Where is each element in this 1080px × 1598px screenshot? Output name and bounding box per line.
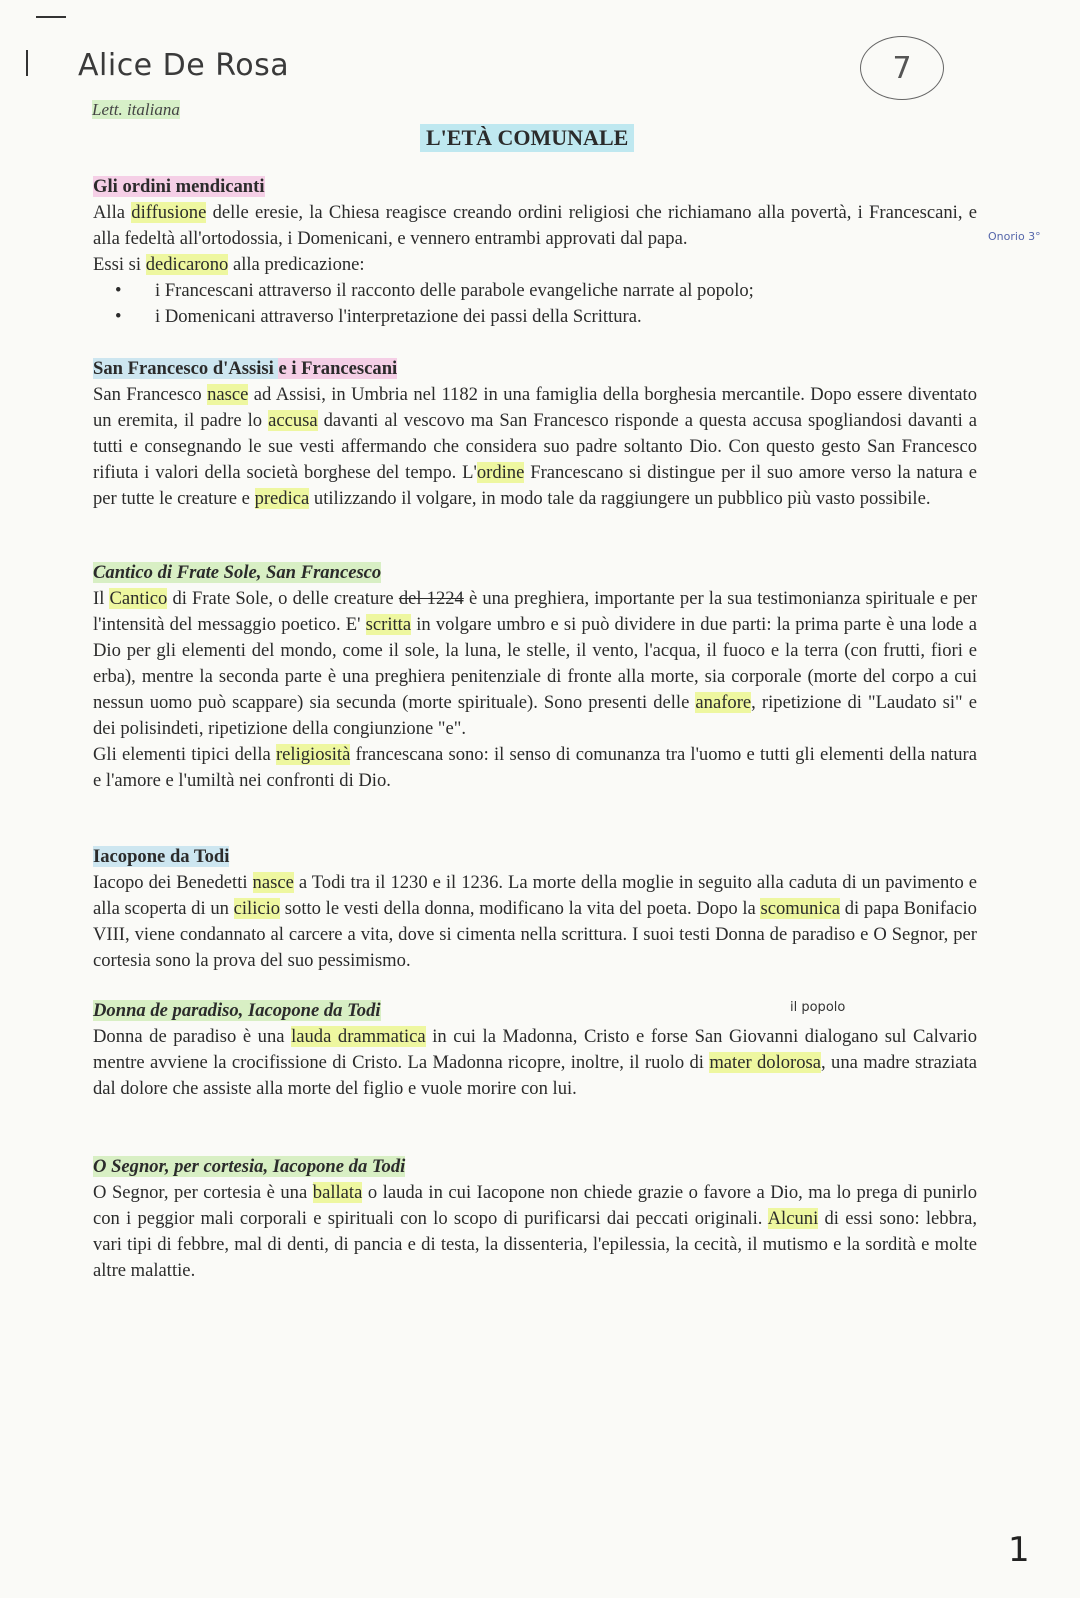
section-heading: San Francesco d'Assisi e i Francescani (93, 358, 398, 379)
section-segnor (93, 1154, 977, 1284)
section-francesco (93, 356, 977, 512)
circled-number: 7 (860, 36, 944, 100)
paragraph: Il Cantico di Frate Sole, o delle creature del 1224 è una preghiera, importante per la sua testimonianza spirituale e per l'intensità del messaggio poetico. E' scritta in volgare umbro e si può dividere in due parti: la prima parte è una lode a Dio per gli elementi del mondo, come il sole, la luna, le stelle, il vento, l'acqua, il fuoco e la terra (con frutti, fiori e erba), mentre la seconda parte è una preghiera penitenziale di fronte alla morte, sia corporale (morte del corpo a cui nessun uomo può scappare) sia secunda (morte spirituale). Sono presenti delle anafore, ripetizione di "Laudato si" e dei polisindeti, ripetizione della congiunzione "e". (93, 588, 978, 739)
paragraph: San Francesco nasce ad Assisi, in Umbria nel 1182 in una famiglia della borghesia mercantile. Dopo essere diventato un eremita, il padre lo accusa davanti al vescovo ma San Francesco risponde a questa accusa spogliandosi davanti a tutti e consegnando le sue vesti affermando che considera suo padre soltanto Dio. Con questo gesto San Francesco rifiuta i valori della società borghese del tempo. L'ordine Francescano si distingue per il suo amore verso la natura e per tutte le creature e predica utilizzando il volgare, in modo tale da raggiungere un pubblico più vasto possibile. (93, 384, 978, 509)
page-title: L'ETÀ COMUNALE (420, 124, 634, 152)
bullet-list (93, 278, 977, 330)
section-heading: Cantico di Frate Sole, San Francesco (93, 562, 382, 583)
section-cantico (93, 560, 977, 794)
author-name: Alice De Rosa (78, 48, 290, 83)
paragraph: O Segnor, per cortesia è una ballata o lauda in cui Iacopone non chiede grazie o favore a Dio, ma lo prega di punirlo con i peggior mali corporali e spirituali con lo scopo di purificarsi dai peccati originali. Alcuni di essi sono: lebbra, vari tipi di febbre, mal di denti, di pancia e di testa, la dissenteria, l'epilessia, la cecità, il mutismo e la sordità e molte altre malattie. (93, 1182, 977, 1281)
paragraph: Donna de paradiso è una lauda drammatica in cui la Madonna, Cristo e forse San Giovanni dialogano sul Calvario mentre avviene la crocifissione di Cristo. La Madonna ricopre, inoltre, il ruolo di mater dolorosa, una madre straziata dal dolore che assiste alla morte del figlio e vuole morire con lui. (93, 1026, 977, 1099)
pen-dash (36, 16, 66, 18)
section-iacopone (93, 844, 977, 974)
paragraph: Essi si dedicarono alla predicazione: (93, 254, 365, 275)
section-heading: Gli ordini mendicanti (93, 176, 265, 197)
pen-mark (26, 50, 28, 76)
section-heading: Iacopone da Todi (93, 846, 230, 867)
page-number: 1 (1008, 1530, 1030, 1570)
subject-label: Lett. italiana (92, 100, 180, 119)
margin-note-onorio: Onorio 3° (988, 230, 1041, 243)
paragraph: Iacopo dei Benedetti nasce a Todi tra il 1230 e il 1236. La morte della moglie in seguito alla caduta di un pavimento e alla scoperta di un cilicio sotto le vesti della donna, modificano la vita del poeta. Dopo la scomunica di papa Bonifacio VIII, viene condannato al carcere a vita, dove si cimenta nella scrittura. I suoi testi Donna de paradiso e O Segnor, per cortesia sono la prova del suo pessimismo. (93, 872, 977, 971)
list-item: • i Francescani attraverso il racconto delle parabole evangeliche narrate al popolo; (115, 278, 977, 304)
section-ordini (93, 174, 977, 330)
section-heading: O Segnor, per cortesia, Iacopone da Todi (93, 1156, 406, 1177)
section-heading: Donna de paradiso, Iacopone da Todi (93, 1000, 381, 1021)
section-donna (93, 998, 977, 1102)
paragraph: Gli elementi tipici della religiosità francescana sono: il senso di comunanza tra l'uomo e tutti gli elementi della natura e l'amore e l'umiltà nei confronti di Dio. (93, 744, 977, 791)
margin-note-popolo: il popolo (790, 1000, 846, 1015)
paragraph: Alla diffusione delle eresie, la Chiesa reagisce creando ordini religiosi che richiamano alla povertà, i Francescani, e alla fedeltà all'ortodossia, i Domenicani, e vennero entrambi approvati dal papa. (93, 202, 977, 249)
list-item: • i Domenicani attraverso l'interpretazione dei passi della Scrittura. (115, 304, 977, 330)
